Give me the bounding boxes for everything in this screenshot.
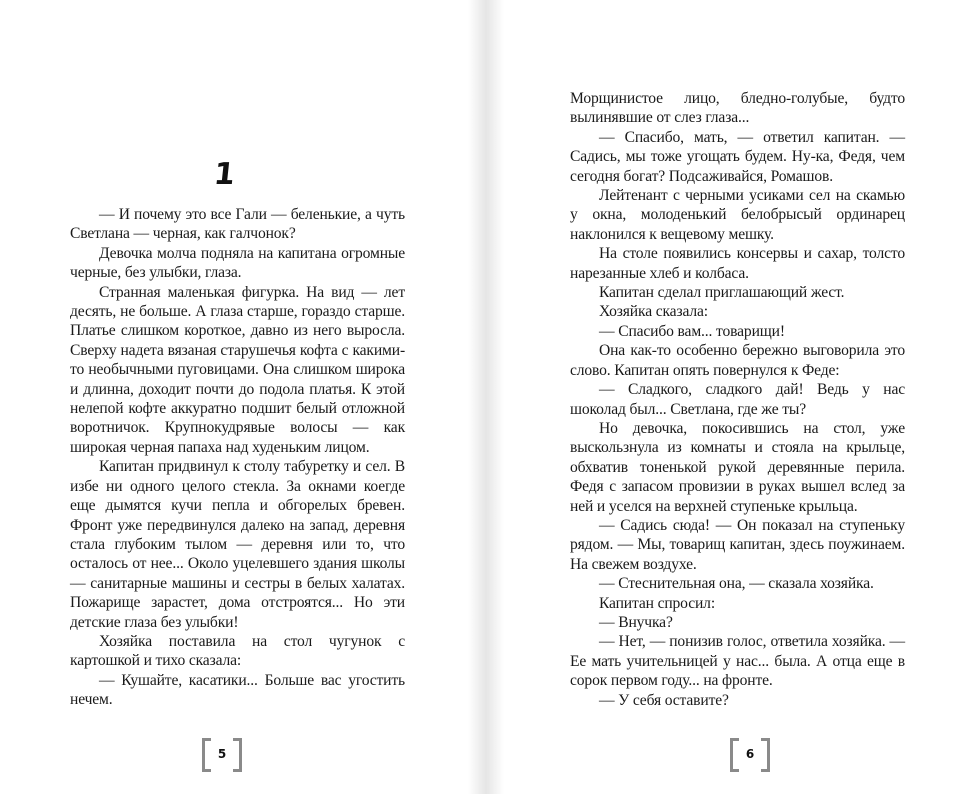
paragraph: — И почему это все Гали — беленькие, а чуть Светлана — черная, как галчонок? [70,206,405,243]
paragraph: — У себя оставите? [599,691,729,709]
left-page-text [70,205,405,710]
paragraph: — Нет, — понизив голос, ответила хозяйка. — Ее мать учительницей у нас... была. А отца еще в сорок первом году... на фронте. [570,633,905,690]
right-page-text [570,89,905,710]
paragraph: На столе появились консервы и сахар, толсто нарезанные хлеб и колбаса. [570,245,905,282]
page-number-text: 5 [217,747,227,761]
gutter-shadow-left [468,0,486,794]
paragraph: Хозяйка сказала: [599,303,708,321]
paragraph: Она как-то особенно бережно выговорила это слово. Капитан опять повернулся к Феде: [570,342,905,379]
bracket-right-icon [233,738,242,772]
paragraph: Странная маленькая фигурка. На вид — лет десять, не больше. А глаза старше, гораздо старше. Платье слишком короткое, давно из него выросла. Сверху надета вязаная старушечья кофта с какими-то необычными пуговицами. Она слишком широка и длинна, доходит почти до подола платья. К этой нелепой кофте аккуратно подшит белый отложной воротничок. Крупнокудрявые волосы — как широкая черная папаха над худеньким лицом. [70,283,405,456]
paragraph: Но девочка, покосившись на стол, уже выскользнула из комнаты и стояла на крыльце, обхватив тоненькой рукой деревянные перила. Федя с запасом провизии в руках вышел вслед за ней и уселся на верхней ступеньке крыльца. [570,419,905,515]
paragraph: — Сладкого, сладкого дай! Ведь у нас шоколад был... Светлана, где же ты? [570,381,905,418]
paragraph: — Кушайте, касатики... Больше вас угостить нечем. [70,671,405,709]
paragraph: Капитан сделал приглашающий жест. [599,284,845,302]
chapter-number: 1 [212,157,237,192]
paragraph: — Спасибо, мать, — ответил капитан. — Садись, мы тоже угощать будем. Ну-ка, Федя, чем сегодня богат? Подсаживайся, Ромашов. [570,128,905,185]
paragraph: Лейтенант с черными усиками сел на скамью у окна, молоденький белобрысый ординарец наклонился к вещевому мешку. [570,187,905,243]
page-number-right [730,738,770,770]
paragraph: Капитан придвинул к столу табуретку и сел. В избе ни одного целого стекла. За окнами коегде еще дымятся кучи пепла и обгорелых бревен. Фронт уже передвинулся далеко на запад, деревня стала глубоким тылом — деревня или то, что осталось от нее... Около уцелевшего здания школы — санитарные машины и сестры в белых халатах. Пожарище зарастет, дома отстроятся... Но эти детские глаза без улыбки! [70,458,405,631]
paragraph: Морщинистое лицо, бледно-голубые, будто вылинявшие от слез глаза... [570,90,905,127]
paragraph: Хозяйка поставила на стол чугунок с картошкой и тихо сказала: [70,632,405,670]
paragraph: — Садись сюда! — Он показал на ступеньку рядом. — Мы, товарищ капитан, здесь поужинаем. На свежем воздухе. [570,516,905,573]
paragraph: — Спасибо вам... товарищи! [599,322,785,340]
paragraph: — Внучка? [599,613,673,631]
paragraph: Капитан спросил: [599,594,715,612]
page-number-text: 6 [745,747,755,761]
paragraph: Девочка молча подняла на капитана огромные черные, без улыбки, глаза. [70,244,405,282]
gutter-shadow-right [486,0,504,794]
bracket-left-icon [730,738,739,772]
bracket-right-icon [761,738,770,772]
page-number-left [202,738,242,770]
bracket-left-icon [202,738,211,772]
paragraph: — Стеснительная она, — сказала хозяйка. [599,575,874,593]
